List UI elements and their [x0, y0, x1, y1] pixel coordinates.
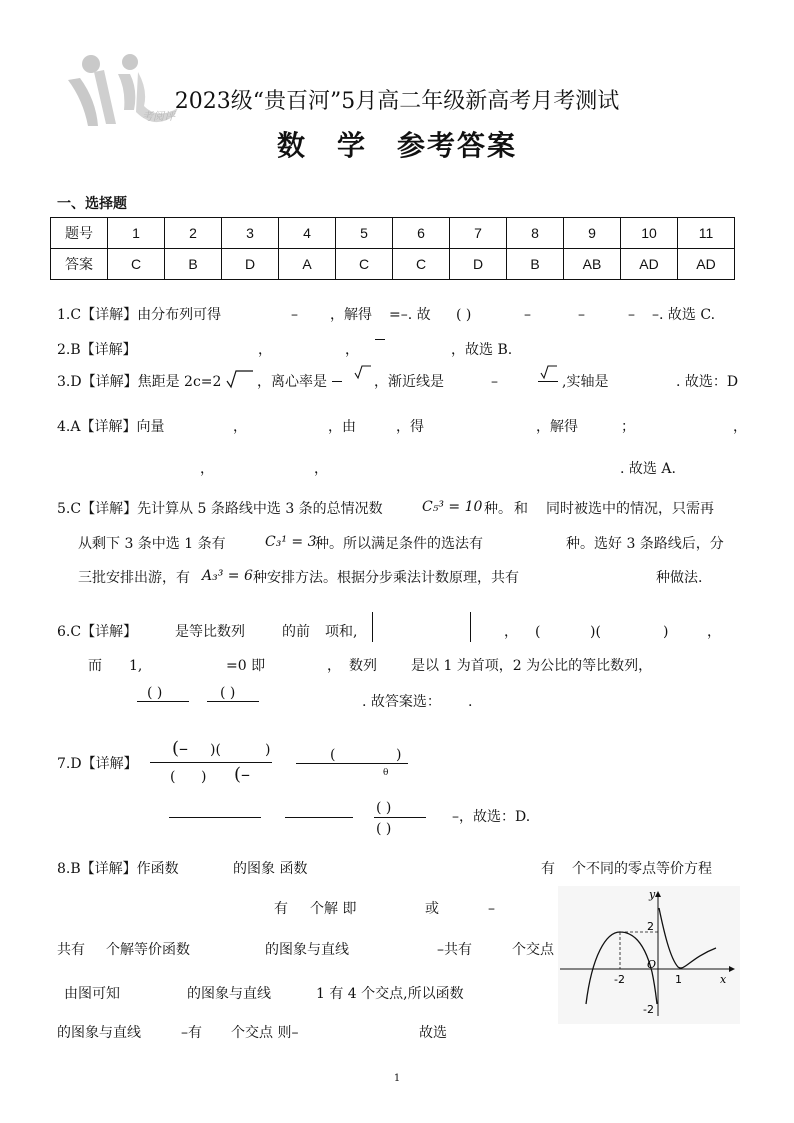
abs-bar [372, 612, 373, 642]
table-cell: 1 [108, 218, 165, 249]
math-expression: ) [396, 747, 402, 763]
fraction-bar [538, 381, 558, 382]
table-row [51, 218, 735, 249]
page-number: 1 [393, 1073, 401, 1084]
solution-text: ，故选 B. [451, 342, 513, 358]
solution-text: 个交点 [512, 942, 554, 958]
solution-text: 同时被选中的情况，只需再 [546, 501, 714, 517]
math-expression: ( ) [376, 821, 392, 837]
math-expression: A₃³ = 6 [202, 568, 253, 584]
solution-text: )( [590, 624, 601, 640]
math-expression: ) [265, 742, 271, 758]
solution-text: ，得 [396, 419, 424, 435]
table-cell: 6 [393, 218, 450, 249]
solution-text: 种做法. [656, 570, 703, 586]
sqrt-icon [226, 368, 254, 390]
solution-text: –. 故选 C. [652, 307, 716, 323]
solution-text: 共有 [57, 942, 85, 958]
solution-text: 种。所以满足条件的选法有 [315, 536, 483, 552]
table-cell: A [279, 249, 336, 280]
table-cell: 3 [222, 218, 279, 249]
solution-text: ) [663, 624, 669, 640]
solution-text: 由图可知 [64, 986, 120, 1002]
math-expression: )( [210, 742, 221, 758]
solution-text: 4.A【详解】向量 [57, 419, 165, 435]
solution-text: 个交点 则– [231, 1025, 299, 1041]
math-expression: ( [330, 747, 336, 763]
solution-text: ， [733, 419, 747, 435]
math-expression: C₅³ = 10 [422, 499, 483, 515]
solution-text: 5.C【详解】先计算从 5 条路线中选 3 条的总情况数 [57, 501, 383, 517]
table-cell: D [222, 249, 279, 280]
solution-text: ， [200, 461, 214, 477]
solution-text: 和 [514, 501, 528, 517]
solution-text: 三批安排出游，有 [78, 570, 190, 586]
solution-text: 1.C【详解】由分布列可得 [57, 307, 222, 323]
table-cell: 11 [678, 218, 735, 249]
solution-text: 项和, [325, 624, 358, 640]
solution-text: ( [535, 624, 541, 640]
solution-text: 1, [129, 658, 143, 674]
solution-text: =–. 故 [389, 307, 431, 323]
solution-text: 数列 [349, 658, 377, 674]
tick-label-yneg2: -2 [643, 1003, 654, 1016]
logo-text: 考阅评 [142, 110, 175, 123]
solution-text: – [524, 307, 531, 323]
graph-svg [558, 886, 740, 1024]
fraction-bar [296, 763, 408, 764]
solution-text: ，渐近线是 [374, 374, 444, 390]
table-cell: 2 [165, 218, 222, 249]
solution-text: 6.C【详解】 [57, 624, 138, 640]
solution-text: – [578, 307, 585, 323]
solution-text: . [468, 694, 473, 710]
math-expression: ( ) [376, 800, 392, 816]
solution-text: 1 有 4 个交点,所以函数 [316, 986, 464, 1002]
solution-text: 2.B【详解】 [57, 342, 137, 358]
solution-text: 种安排方法。根据分步乘法计数原理，共有 [253, 570, 519, 586]
solution-text: ， [258, 342, 272, 358]
table-cell: 4 [279, 218, 336, 249]
fraction-bar [374, 817, 426, 818]
math-expression: ( ) [220, 685, 236, 701]
solution-text: 7.D【详解】 [57, 756, 138, 772]
fraction-bar [137, 701, 189, 702]
fraction-bar [332, 381, 342, 382]
overline [375, 339, 385, 340]
solution-text: 个解等价函数 [106, 942, 190, 958]
table-cell: 7 [450, 218, 507, 249]
solution-text: 的图象与直线 [265, 942, 349, 958]
answer-table [50, 217, 735, 280]
solution-text: 有 [274, 901, 288, 917]
solution-text: – [291, 307, 298, 323]
math-expression: ) [201, 769, 207, 785]
solution-text: 的图象与直线 [187, 986, 271, 1002]
math-expression: C₃¹ = 3 [265, 534, 317, 550]
table-row [51, 249, 735, 280]
math-expression: (– [172, 738, 189, 759]
solution-text: 而 [88, 658, 102, 674]
solution-text: ， [345, 342, 359, 358]
y-axis-label: y [649, 888, 656, 901]
section-heading: 一、选择题 [57, 196, 127, 212]
table-cell: 8 [507, 218, 564, 249]
sqrt-icon [354, 364, 372, 380]
table-cell: 9 [564, 218, 621, 249]
solution-text: –共有 [437, 942, 472, 958]
page-title: 2023级“贵百河”5月高二年级新高考月考测试 [174, 89, 620, 114]
table-header-cell: 题号 [51, 218, 108, 249]
table-cell: C [336, 249, 393, 280]
solution-text: ， [504, 624, 518, 640]
table-cell: AB [564, 249, 621, 280]
table-cell: D [450, 249, 507, 280]
tick-label-xneg2: -2 [614, 973, 625, 986]
solution-text: ， [327, 658, 341, 674]
origin-label: O [647, 958, 657, 971]
solution-text: ， [707, 624, 721, 640]
fraction-bar [169, 817, 261, 818]
solution-text: . 故选：D [676, 374, 739, 390]
solution-text: 或 [425, 901, 439, 917]
solution-text: 个解 即 [310, 901, 357, 917]
page-subtitle: 数 学 参考答案 [276, 129, 517, 162]
math-expression: (– [234, 764, 251, 785]
table-cell: AD [678, 249, 735, 280]
solution-text: 的前 [282, 624, 310, 640]
table-cell: B [507, 249, 564, 280]
solution-text: ，由 [328, 419, 356, 435]
solution-text: ，解得 [330, 307, 372, 323]
math-expression: ( [170, 769, 176, 785]
solution-text: 种。 [484, 501, 512, 517]
solution-text: 的图象 函数 [233, 861, 308, 877]
solution-text: ,实轴是 [562, 374, 609, 390]
solution-text: . 故选 A. [620, 461, 676, 477]
table-cell: C [108, 249, 165, 280]
solution-text: 是等比数列 [175, 624, 245, 640]
solution-text: 是以 1 为首项，2 为公比的等比数列， [411, 658, 653, 674]
solution-text: 故选 [419, 1025, 447, 1041]
solution-text: – [628, 307, 635, 323]
function-graph [558, 886, 740, 1024]
solution-text: 个不同的零点等价方程 [572, 861, 712, 877]
sqrt-icon [540, 364, 558, 380]
solution-text: ( ) [456, 307, 472, 323]
tick-label-x1: 1 [675, 973, 682, 986]
solution-text: 的图象与直线 [57, 1025, 141, 1041]
solution-text: 3.D【详解】焦距是 2c=2 [57, 374, 222, 390]
math-expression: θ [383, 768, 389, 778]
table-header-cell: 答案 [51, 249, 108, 280]
solution-text: 有 [541, 861, 555, 877]
solution-text: 从剩下 3 条中选 1 条有 [78, 536, 226, 552]
math-expression: ( ) [147, 685, 163, 701]
solution-text: 种。选好 3 条路线后，分 [566, 536, 724, 552]
tick-label-y2: 2 [647, 920, 654, 933]
solution-text: – [488, 901, 495, 917]
solution-text: ，解得 [536, 419, 578, 435]
x-axis-label: x [720, 973, 727, 986]
table-cell: B [165, 249, 222, 280]
fraction-bar [150, 762, 272, 763]
table-cell: C [393, 249, 450, 280]
table-cell: 5 [336, 218, 393, 249]
fraction-bar [207, 701, 259, 702]
table-cell: 10 [621, 218, 678, 249]
solution-text: . 故答案选： [362, 694, 441, 710]
solution-text: ，离心率是 [257, 374, 327, 390]
solution-text: 8.B【详解】作函数 [57, 861, 179, 877]
solution-text: ， [233, 419, 247, 435]
solution-text: ， [314, 461, 328, 477]
solution-text: –，故选：D. [452, 809, 531, 825]
curve-right [659, 908, 716, 968]
solution-text: – [491, 374, 498, 390]
solution-text: ； [621, 419, 635, 435]
solution-text: –有 [181, 1025, 202, 1041]
table-cell: AD [621, 249, 678, 280]
abs-bar [470, 612, 471, 642]
solution-text: =0 即 [226, 658, 266, 674]
fraction-bar [285, 817, 353, 818]
